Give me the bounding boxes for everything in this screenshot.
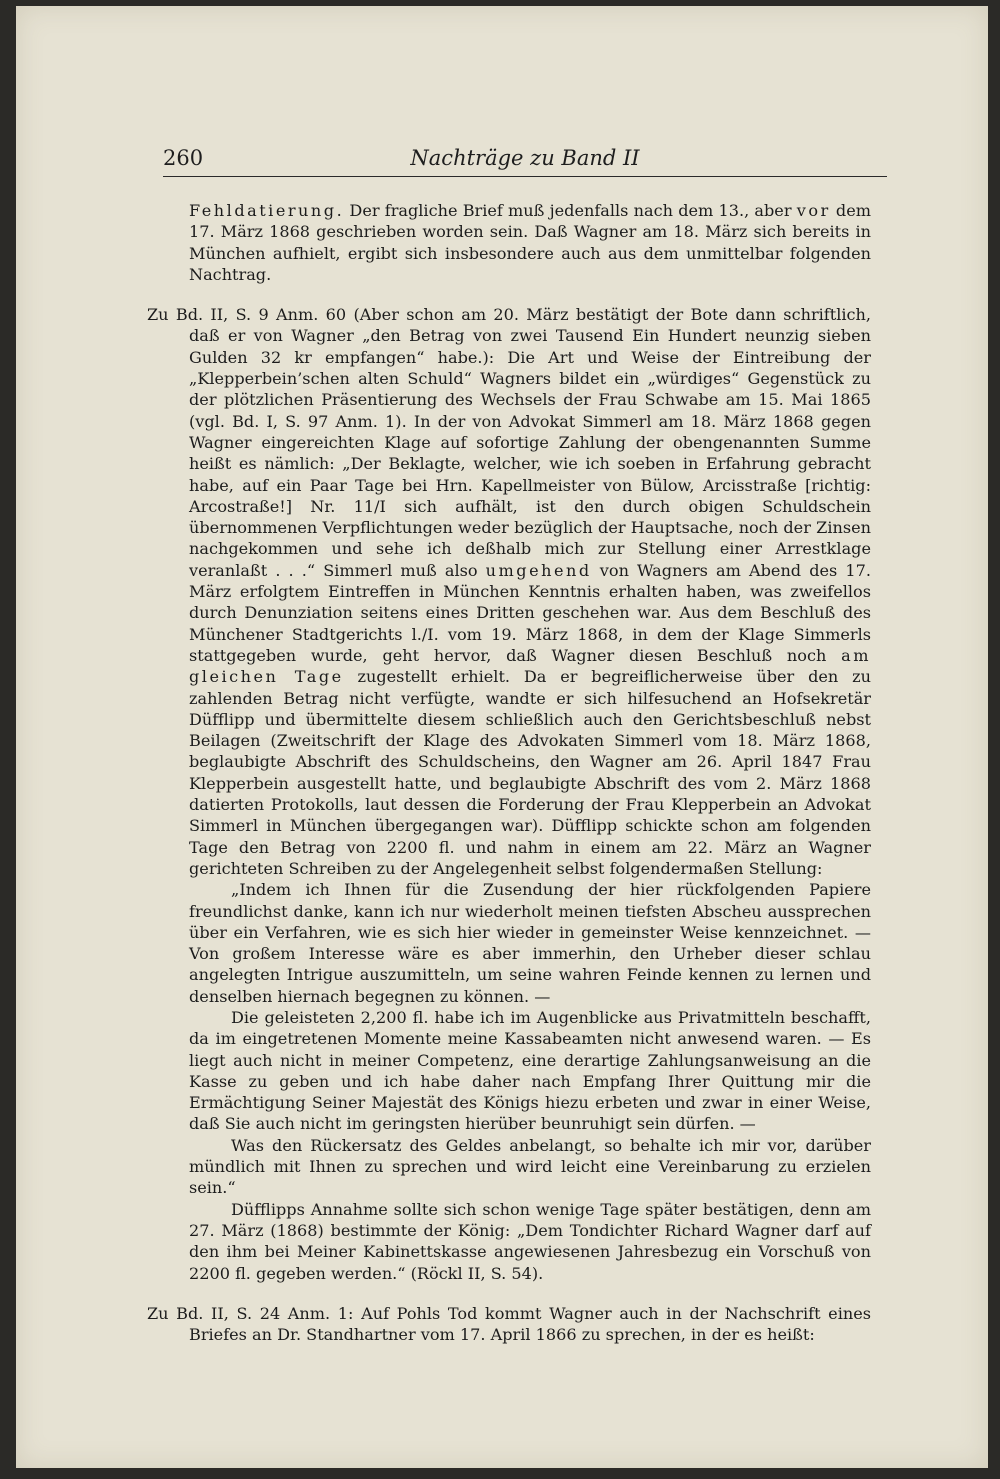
quote-paragraph: Was den Rückersatz des Geldes anbelangt, so behalte ich mir vor, darüber mündlich mit Ihnen zu sprechen und wird leicht eine Vereinbarung zu erzielen sein.“ [189, 1135, 871, 1198]
page-header [163, 144, 887, 177]
text-run: zugestellt erhielt. Da er begreiflicherweise über den zu zahlenden Betrag nicht verfügte, wandte er sich hilfesuchend an Hofsekretär Düfflipp und übermittelte diesem schließlich auch den Gerichtsbeschluß nebst Beilagen (Zweitschrift der Klage des Advokaten Simmerl vom 18. März 1868, beglaubigte Abschrift des Schuldscheins, den Wagner am 26. April 1847 Frau Klepperbein ausgestellt hatte, und beglaubigte Abschrift des vom 2. März 1868 datierten Protokolls, laut dessen die Forderung der Frau Klepperbein an Advokat Simmerl in München übergegangen war). Düfflipp schickte schon am folgenden Tage den Betrag von 2200 fl. und nahm in einem am 22. März an Wagner gerichteten Schreiben zu der Angelegenheit selbst folgendermaßen Stellung: [189, 667, 871, 878]
spaced-word: Fehldatierung. [189, 201, 345, 220]
running-title: Nachträge zu Band II [410, 146, 640, 170]
addendum-entry: Zu Bd. II, S. 24 Anm. 1: Auf Pohls Tod kommt Wagner auch in der Nachschrift eines Briefes an Dr. Standhartner vom 17. April 1866 zu sprechen, in der es heißt: [147, 1303, 871, 1345]
page-body [147, 200, 871, 1345]
quote-paragraph: Die geleisteten 2,200 fl. habe ich im Augenblicke aus Privatmitteln beschafft, da im eingetretenen Momente meine Kassabeamten nicht anwesend waren. — Es liegt auch nicht in meiner Competenz, eine derartige Zahlungsanweisung an die Kasse zu geben und ich habe daher nach Empfang Ihrer Quittung mir die Ermächtigung Seiner Majestät des Königs hiezu erbeten und zwar in einer Weise, daß Sie auch nicht im geringsten hierüber beunruhigt sein dürfen. — [189, 1007, 871, 1134]
spaced-word: vor [796, 201, 831, 220]
quote-paragraph: „Indem ich Ihnen für die Zusendung der hier rückfolgenden Papiere freundlichst danke, kann ich nur wiederholt meinen tiefsten Abscheu aussprechen über ein Verfahren, wie es sich hier wieder in gemeinster Weise kennzeichnet. — Von großem Interesse wäre es aber immerhin, den Urheber dieser schlau angelegten Intrigue auszumitteln, um seine wahren Feinde kennen zu lernen und denselben hiernach begegnen zu können. — [189, 880, 871, 1006]
text-run: dem 17. März 1868 geschrieben worden sein. Daß Wagner am 18. März sich bereits in München aufhielt, ergibt sich insbesondere auch aus dem unmittelbar folgenden Nachtrag. [189, 201, 872, 284]
text-run: Zu Bd. II, S. 9 Anm. 60 (Aber schon am 20. März bestätigt der Bote dann schriftlich, daß er von Wagner „den Betrag von zwei Tausend Ein Hundert neunzig sieben Gulden 32 kr empfangen“ habe.): Die Art und Weise der Eintreibung der „Klepperbein’schen alten Schuld“ Wagners bildet ein „würdiges“ Gegenstück zu der plötzlichen Präsentierung des Wechsels der Frau Schwabe am 15. Mai 1865 (vgl. Bd. I, S. 97 Anm. 1). In der von Advokat Simmerl am 18. März 1868 gegen Wagner eingereichten Klage auf sofortige Zahlung der obengenannten Summe heißt es nämlich: „Der Beklagte, welcher, wie ich soeben in Erfahrung gebracht habe, auf ein Paar Tage bei Hrn. Kapellmeister von Bülow, Arcisstraße [richtig: Arcostraße!] Nr. 11/I sich aufhält, ist den durch obigen Schuldschein übernommenen Verpflichtungen weder bezüglich der Hauptsache, noch der Zinsen nachgekommen und sehe ich deßhalb mich zur Stellung einer Arrestklage veranlaßt . . .“ Simmerl muß also [147, 305, 871, 580]
quote-paragraph: Düfflipps Annahme sollte sich schon wenige Tage später bestätigen, denn am 27. März (1868) bestimmte der König: „Dem Tondichter Richard Wagner darf auf den ihm bei Meiner Kabinettskasse angewiesenen Jahresbezug ein Vorschuß von 2200 fl. gegeben werden.“ (Röckl II, S. 54). [189, 1199, 871, 1283]
block-quote [147, 879, 871, 1284]
paragraph-continuation [147, 200, 871, 285]
spaced-word: am gleichen Tage [189, 645, 871, 687]
page-number: 260 [163, 146, 204, 170]
text-run: Der fragliche Brief muß jedenfalls nach dem 13., aber [344, 201, 797, 220]
addendum-entry [147, 304, 871, 879]
text-run: von Wagners am Abend des 17. März erfolgtem Eintreffen in München Kenntnis erhalten haben, was zweifellos durch Denunziation seitens eines Dritten geschehen war. Aus dem Beschluß des Münchener Stadtgerichts l./I. vom 19. März 1868, in dem der Klage Simmerls stattgegeben wurde, geht hervor, daß Wagner diesen Beschluß noch [189, 560, 871, 665]
spaced-word: umgehend [485, 560, 592, 580]
